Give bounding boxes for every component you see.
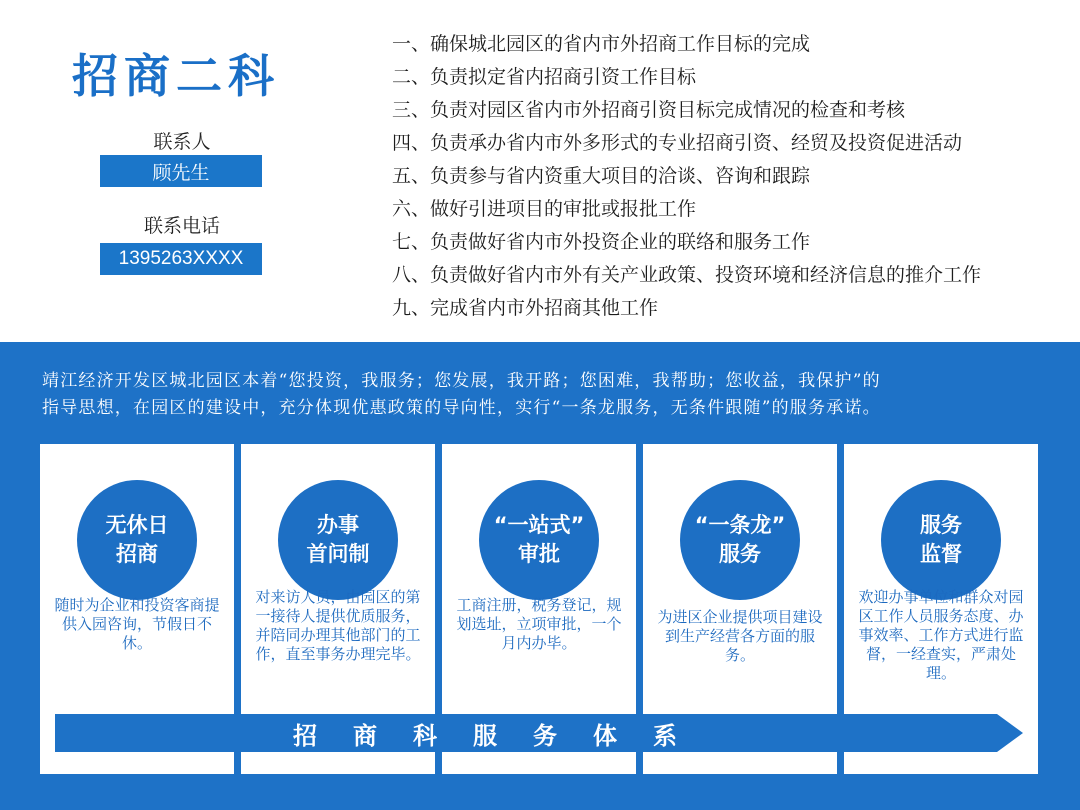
- intro-line: 靖江经济开发区城北园区本着“您投资，我服务；您发展，我开路；您困难，我帮助；您收益，我保护”的: [42, 371, 881, 391]
- duty-item: 二、负责拟定省内招商引资工作目标: [392, 66, 697, 88]
- card-title-circle: [278, 480, 398, 600]
- card-title-line: 服务: [920, 513, 962, 537]
- card-title-circle: [479, 480, 599, 600]
- card-title-circle: [680, 480, 800, 600]
- card-title-circle: [881, 480, 1001, 600]
- duties-list: [392, 28, 1072, 325]
- contact-phone-label: 联系电话: [143, 215, 220, 237]
- duty-item: 五、负责参与省内资重大项目的洽谈、咨询和跟踪: [392, 165, 811, 187]
- card-description: 随时为企业和投资客商提供入园咨询，节假日不休。: [54, 596, 220, 652]
- card-title-line: 办事: [317, 513, 359, 537]
- card-description: 为进区企业提供项目建设到生产经营各方面的服务。: [657, 608, 823, 664]
- page-title: 招商二科: [72, 49, 280, 103]
- arrow-label: 招商科服务体系: [293, 721, 713, 750]
- card-title-line: 审批: [517, 542, 560, 566]
- duty-item: 八、负责做好省内市外有关产业政策、投资环境和经济信息的推介工作: [392, 264, 982, 286]
- card-title-line: 服务: [718, 542, 761, 566]
- card-title-line: 招商: [116, 542, 158, 566]
- intro-line: 指导思想，在园区的建设中，充分体现优惠政策的导向性，实行“一条龙服务，无条件跟随”的服务承诺。: [42, 398, 881, 418]
- card-title-line: 无休日: [105, 513, 169, 537]
- card-description: 欢迎办事单位和群众对园区工作人员服务态度、办事效率、工作方式进行监督，一经查实，严肃处理。: [858, 588, 1024, 682]
- card-title-line: “一条龙”: [694, 513, 786, 537]
- card-title-line: 监督: [920, 542, 962, 566]
- duty-item: 四、负责承办省内市外多形式的专业招商引资、经贸及投资促进活动: [392, 132, 963, 154]
- card-title-line: “一站式”: [493, 513, 585, 537]
- contact-person-value: 顾先生: [100, 155, 262, 187]
- service-system-arrow: [55, 712, 1025, 754]
- contact-person-label: 联系人: [153, 131, 211, 153]
- card-title-circle: [77, 480, 197, 600]
- duty-item: 六、做好引进项目的审批或报批工作: [392, 198, 697, 220]
- header-section: [0, 0, 1080, 342]
- card-description: 对来访人员，由园区的第一接待人提供优质服务，并陪同办理其他部门的工作，直至事务办理完毕。: [255, 588, 421, 663]
- contact-phone-value: 1395263XXXX: [100, 243, 262, 275]
- duty-item: 七、负责做好省内市外投资企业的联络和服务工作: [392, 231, 811, 253]
- duty-item: 三、负责对园区省内市外招商引资目标完成情况的检查和考核: [392, 99, 906, 121]
- duty-item: 一、确保城北园区的省内市外招商工作目标的完成: [392, 33, 811, 55]
- duty-item: 九、完成省内市外招商其他工作: [392, 297, 659, 319]
- card-title-line: 首问制: [306, 542, 370, 566]
- intro-paragraph: [42, 368, 1042, 422]
- card-description: 工商注册，税务登记，规划选址，立项审批，一个月内办毕。: [456, 596, 622, 652]
